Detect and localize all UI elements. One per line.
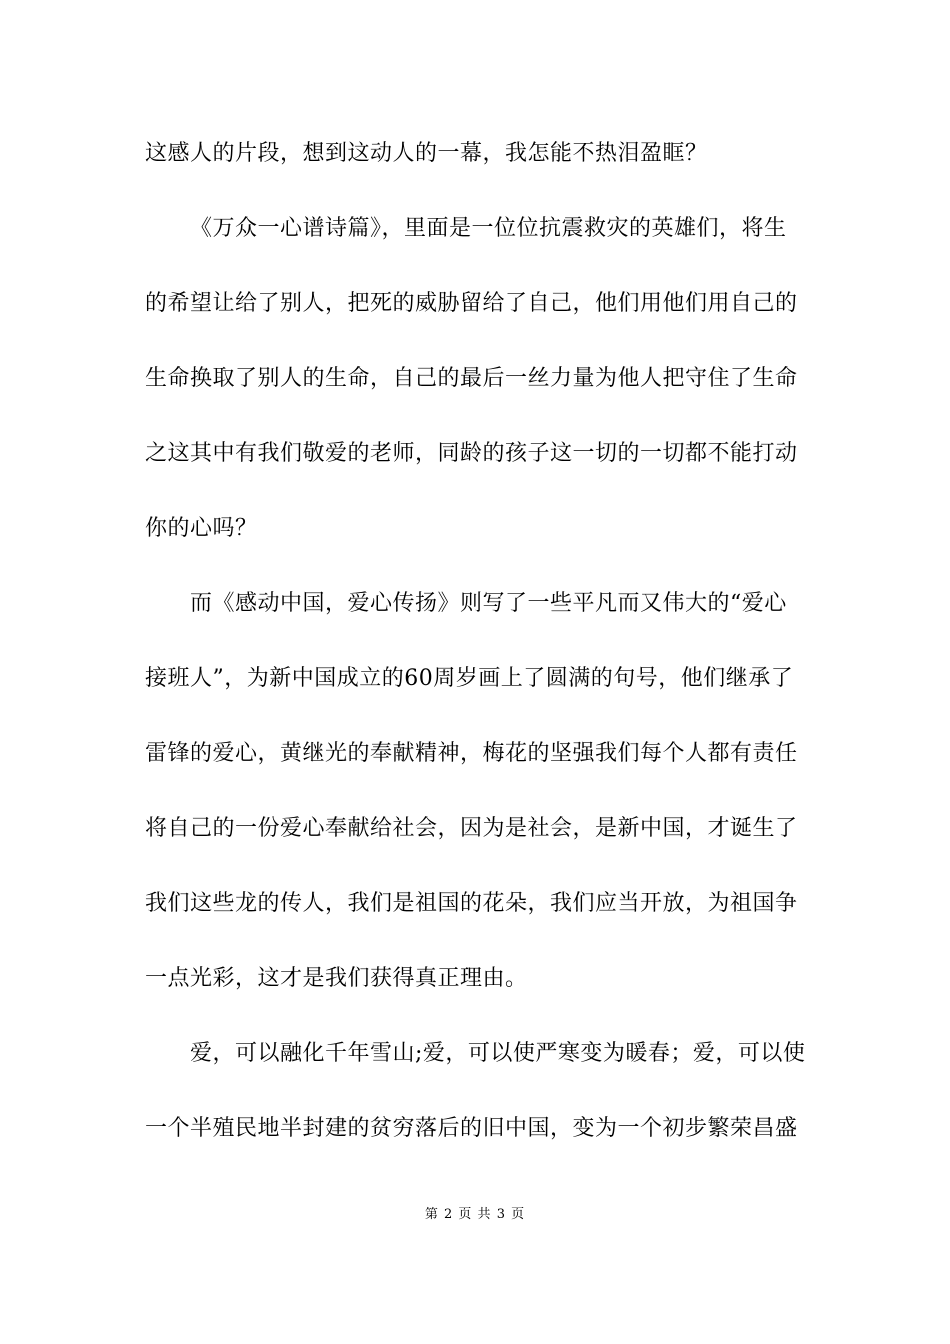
text-line: 爱，可以融化千年雪山;爱，可以使严寒变为暖春；爱，可以使 [190, 1041, 806, 1066]
page-number-footer: 第 2 页 共 3 页 [424, 1207, 526, 1222]
text-line: 将自己的一份爱心奉献给社会，因为是社会，是新中国，才诞生了 [145, 816, 798, 841]
text-line: 雷锋的爱心，黄继光的奉献精神，梅花的坚强我们每个人都有责任 [145, 741, 798, 766]
text-line: 生命换取了别人的生命，自己的最后一丝力量为他人把守住了生命 [145, 366, 798, 391]
text-line: 一个半殖民地半封建的贫穷落后的旧中国，变为一个初步繁荣昌盛 [145, 1116, 798, 1141]
text-line: 的希望让给了别人，把死的威胁留给了自己，他们用他们用自己的 [145, 291, 798, 316]
text-line: 一点光彩，这才是我们获得真正理由。 [145, 966, 528, 991]
text-line: 接班人”，为新中国成立的60周岁画上了圆满的句号，他们继承了 [145, 666, 794, 691]
text-line: 这感人的片段，想到这动人的一幕，我怎能不热泪盈眶？ [145, 141, 708, 166]
text-line: 你的心吗？ [145, 516, 258, 541]
text-line: 我们这些龙的传人，我们是祖国的花朵，我们应当开放，为祖国争 [145, 891, 798, 916]
text-line: 之这其中有我们敬爱的老师，同龄的孩子这一切的一切都不能打动 [145, 441, 798, 466]
text-line: 《万众一心谱诗篇》，里面是一位位抗震救灾的英雄们，将生 [190, 216, 787, 241]
text-line: 而《感动中国，爱心传扬》则写了一些平凡而又伟大的“爱心 [190, 591, 787, 616]
